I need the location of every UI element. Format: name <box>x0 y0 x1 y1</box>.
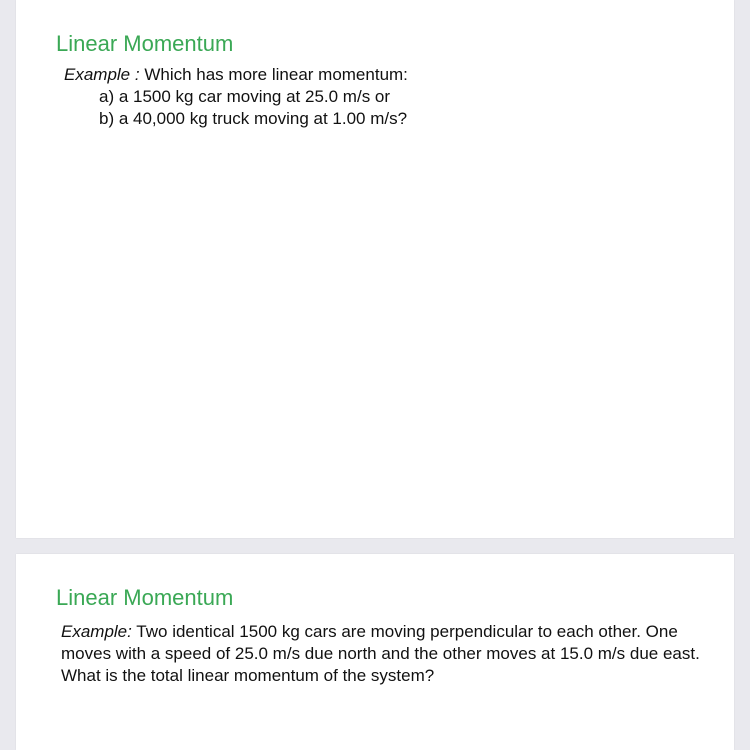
slide-2 <box>16 554 734 750</box>
slide-1 <box>16 0 734 538</box>
example-label: Example : <box>64 65 140 84</box>
option-a: a) a 1500 kg car moving at 25.0 m/s or <box>99 87 391 106</box>
slide-title: Linear Momentum <box>56 585 234 610</box>
option-b: b) a 40,000 kg truck moving at 1.00 m/s? <box>99 109 408 128</box>
example-question: Which has more linear momentum: <box>139 65 408 84</box>
example-question: Two identical 1500 kg cars are moving perpendicular to each other. One moves with a speed of 25.0 m/s due north and the other moves at 15.0 m/s due east. What is the total linear momentum of the system? <box>61 622 700 685</box>
example-prompt <box>64 64 408 86</box>
slide-title: Linear Momentum <box>56 31 234 56</box>
example-label: Example: <box>61 622 132 641</box>
example-paragraph <box>61 621 701 687</box>
